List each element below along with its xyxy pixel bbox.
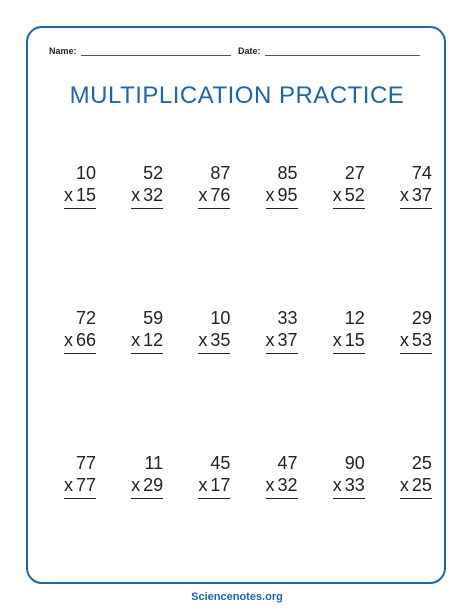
multiplicand: 10 — [75, 163, 96, 183]
multiplication-problem — [48, 307, 96, 354]
multiplication-problem — [48, 452, 96, 499]
multiplier-line — [198, 474, 230, 499]
multiplication-problem — [182, 307, 230, 354]
date-field[interactable] — [238, 46, 420, 56]
multiplier-line — [198, 184, 230, 209]
multiplier: 17 — [210, 475, 231, 495]
multiplier: 37 — [277, 330, 298, 350]
times-operator: x — [332, 330, 342, 350]
multiplier: 32 — [277, 475, 298, 495]
multiplier: 12 — [143, 330, 164, 350]
times-operator: x — [399, 185, 409, 205]
multiplication-problem — [115, 307, 163, 354]
times-operator: x — [399, 475, 409, 495]
multiplicand: 45 — [210, 453, 231, 473]
times-operator: x — [63, 330, 73, 350]
multiplier-line — [64, 329, 96, 354]
multiplication-problem — [115, 452, 163, 499]
multiplier-line — [131, 329, 163, 354]
name-label: Name: — [49, 46, 77, 56]
multiplier: 15 — [75, 185, 96, 205]
multiplication-problem — [317, 307, 365, 354]
multiplicand: 52 — [143, 163, 164, 183]
name-line[interactable] — [81, 46, 231, 56]
multiplicand: 10 — [210, 308, 231, 328]
multiplier-line — [131, 474, 163, 499]
times-operator: x — [63, 475, 73, 495]
multiplier-line — [131, 184, 163, 209]
times-operator: x — [131, 185, 141, 205]
times-operator: x — [332, 475, 342, 495]
multiplication-problem — [182, 162, 230, 209]
multiplier: 32 — [143, 185, 164, 205]
times-operator: x — [63, 185, 73, 205]
multiplier-line — [64, 474, 96, 499]
problem-row — [48, 452, 432, 499]
multiplicand: 47 — [277, 453, 298, 473]
multiplicand: 74 — [411, 163, 432, 183]
multiplicand: 27 — [344, 163, 365, 183]
multiplicand: 29 — [411, 308, 432, 328]
name-field[interactable] — [49, 46, 231, 56]
multiplicand: 90 — [344, 453, 365, 473]
date-line[interactable] — [265, 46, 420, 56]
multiplication-problem — [384, 307, 432, 354]
multiplier-line — [400, 329, 432, 354]
multiplicand: 25 — [411, 453, 432, 473]
multiplier: 37 — [411, 185, 432, 205]
multiplier-line — [333, 474, 365, 499]
multiplicand: 33 — [277, 308, 298, 328]
multiplicand: 77 — [75, 453, 96, 473]
problem-row — [48, 307, 432, 354]
times-operator: x — [198, 475, 208, 495]
multiplier: 77 — [75, 475, 96, 495]
multiplication-problem — [384, 162, 432, 209]
times-operator: x — [265, 475, 275, 495]
multiplication-problem — [317, 162, 365, 209]
footer-credit: Sciencenotes.org — [191, 591, 283, 603]
multiplier-line — [266, 329, 298, 354]
multiplier: 53 — [411, 330, 432, 350]
times-operator: x — [198, 330, 208, 350]
multiplier: 15 — [344, 330, 365, 350]
multiplier-line — [333, 184, 365, 209]
multiplication-problem — [250, 452, 298, 499]
multiplication-problem — [182, 452, 230, 499]
page-title: MULTIPLICATION PRACTICE — [69, 82, 405, 109]
multiplier-line — [198, 329, 230, 354]
multiplicand: 11 — [144, 453, 164, 473]
times-operator: x — [265, 185, 275, 205]
multiplier: 52 — [344, 185, 365, 205]
multiplier: 95 — [277, 185, 298, 205]
times-operator: x — [265, 330, 275, 350]
date-label: Date: — [238, 46, 261, 56]
multiplicand: 12 — [344, 308, 365, 328]
problem-row — [48, 162, 432, 209]
multiplier-line — [400, 474, 432, 499]
times-operator: x — [131, 475, 141, 495]
multiplicand: 87 — [210, 163, 231, 183]
multiplier: 66 — [75, 330, 96, 350]
multiplier-line — [333, 329, 365, 354]
multiplication-problem — [317, 452, 365, 499]
problem-grid — [48, 162, 432, 597]
times-operator: x — [399, 330, 409, 350]
times-operator: x — [198, 185, 208, 205]
multiplicand: 59 — [143, 308, 164, 328]
multiplier: 25 — [411, 475, 432, 495]
multiplier-line — [266, 474, 298, 499]
multiplication-problem — [250, 162, 298, 209]
multiplier-line — [64, 184, 96, 209]
multiplication-problem — [48, 162, 96, 209]
multiplicand: 72 — [75, 308, 96, 328]
multiplicand: 85 — [277, 163, 298, 183]
multiplier-line — [266, 184, 298, 209]
multiplier: 33 — [344, 475, 365, 495]
multiplier: 29 — [143, 475, 164, 495]
times-operator: x — [131, 330, 141, 350]
multiplier: 76 — [210, 185, 231, 205]
times-operator: x — [332, 185, 342, 205]
multiplier-line — [400, 184, 432, 209]
multiplication-problem — [384, 452, 432, 499]
multiplication-problem — [115, 162, 163, 209]
multiplier: 35 — [210, 330, 231, 350]
multiplication-problem — [250, 307, 298, 354]
